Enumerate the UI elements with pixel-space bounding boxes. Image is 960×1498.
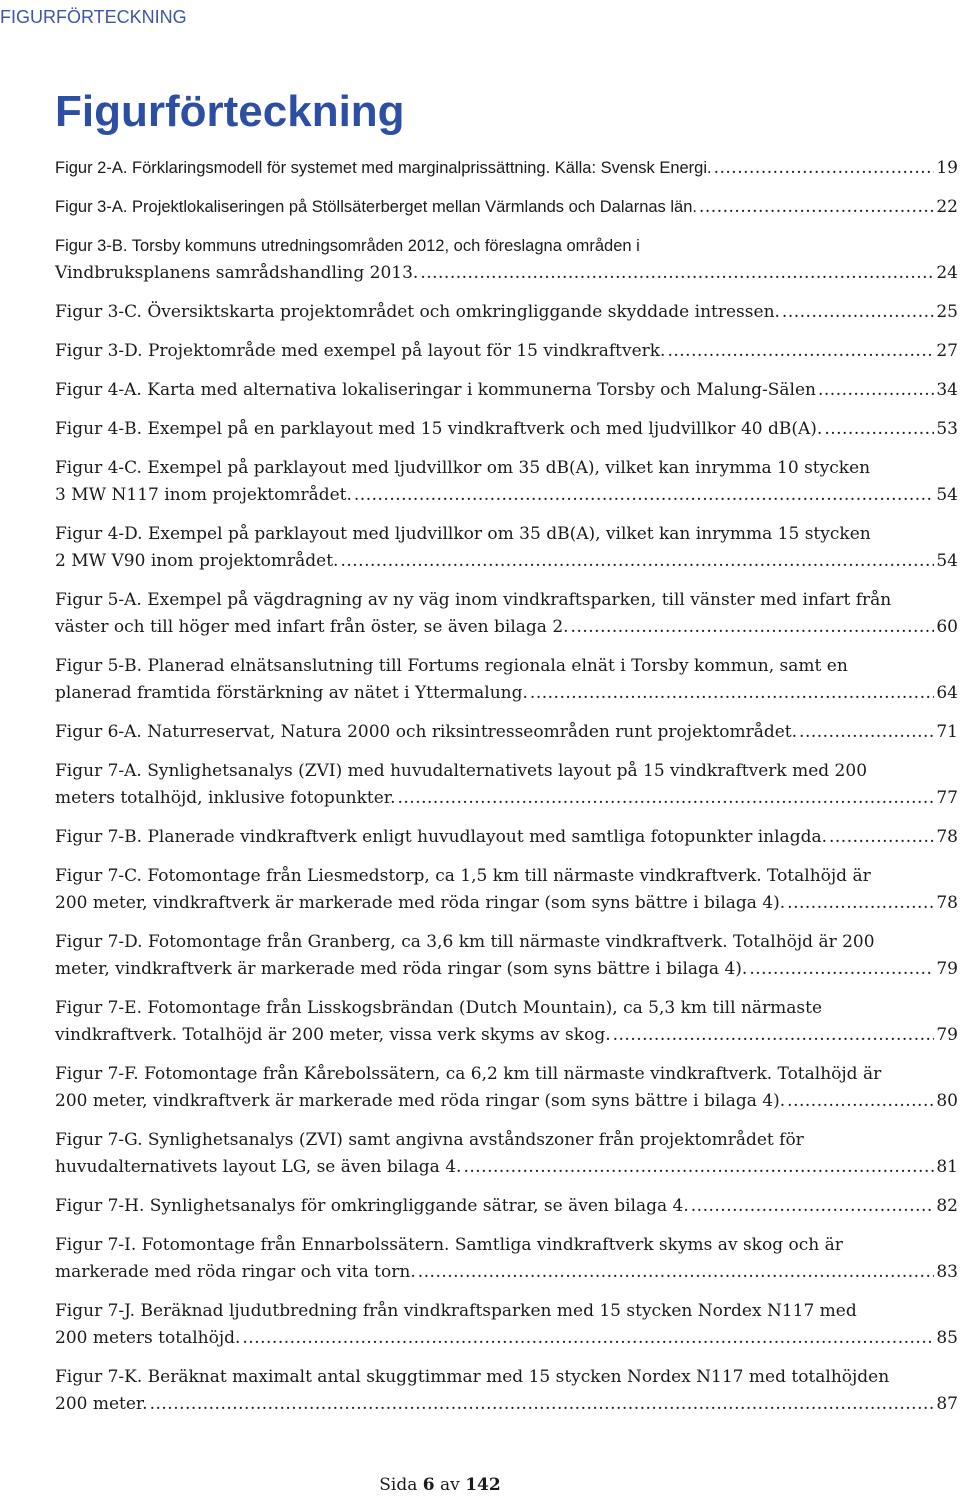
toc-entry[interactable]	[55, 653, 958, 707]
toc-entry-text: 200 meters totalhöjd.	[55, 1328, 241, 1348]
toc-page-number: 22	[936, 197, 958, 217]
toc-page-number: 78	[936, 827, 958, 847]
toc-page-number: 78	[936, 893, 958, 913]
dot-leader	[829, 824, 934, 851]
toc-entry-line	[55, 521, 958, 548]
toc-page-number: 27	[936, 341, 958, 361]
toc-page-number: 64	[936, 683, 958, 703]
toc-entry[interactable]	[55, 194, 958, 221]
toc-entry-line	[55, 416, 958, 443]
toc-entry-text: Figur 4-A. Karta med alternativa lokaliseringar i kommunerna Torsby och Malung-Sälen	[55, 380, 816, 400]
toc-entry-text: 3 MW N117 inom projektområdet.	[55, 485, 352, 505]
toc-entry-line	[55, 719, 958, 746]
toc-entry-line	[55, 548, 958, 575]
toc-entry-line	[55, 614, 958, 641]
toc-page-number: 82	[936, 1196, 958, 1216]
dot-leader	[420, 260, 934, 287]
page-title: Figurförteckning	[55, 87, 405, 136]
toc-entry-text: Figur 7-J. Beräknad ljudutbredning från vindkraftsparken med 15 stycken Nordex N117 med	[55, 1301, 857, 1321]
footer-current-page: 6	[422, 1475, 435, 1495]
toc-entry-line	[55, 155, 958, 182]
dot-leader	[613, 1022, 935, 1049]
toc-entry-text: Figur 7-C. Fotomontage från Liesmedstorp, ca 1,5 km till närmaste vindkraftverk. Totalhöjd är	[55, 866, 871, 886]
toc-entry-line	[55, 194, 958, 221]
toc-entry-text: huvudalternativets layout LG, se även bilaga 4.	[55, 1157, 462, 1177]
toc-entry-line	[55, 1232, 958, 1259]
toc-entry-text: Figur 5-A. Exempel på vägdragning av ny väg inom vindkraftsparken, till vänster med infart från	[55, 590, 892, 610]
toc-entry-text: Figur 7-G. Synlighetsanalys (ZVI) samt angivna avståndszoner från projektområdet för	[55, 1130, 804, 1150]
toc-entry-line	[55, 1061, 958, 1088]
toc-entry-text: 2 MW V90 inom projektområdet.	[55, 551, 339, 571]
dot-leader	[530, 680, 934, 707]
toc-entry-line	[55, 1298, 958, 1325]
toc-entry[interactable]	[55, 338, 958, 365]
toc-entry-text: Figur 7-I. Fotomontage från Ennarbolssätern. Samtliga vindkraftverk skyms av skog och är	[55, 1235, 843, 1255]
toc-entry[interactable]	[55, 155, 958, 182]
toc-entry-text: meter, vindkraftverk är markerade med röda ringar (som syns bättre i bilaga 4).	[55, 959, 748, 979]
dot-leader	[691, 1193, 935, 1220]
dot-leader	[418, 1259, 935, 1286]
toc-entry[interactable]	[55, 758, 958, 812]
toc-page-number: 60	[936, 617, 958, 637]
footer-total-pages: 142	[465, 1475, 501, 1495]
toc-entry-text: Figur 3-C. Översiktskarta projektområdet och omkringliggande skyddade intressen.	[55, 302, 780, 322]
toc-entry-line	[55, 299, 958, 326]
toc-entry-text: Figur 7-E. Fotomontage från Lisskogsbrändan (Dutch Mountain), ca 5,3 km till närmaste	[55, 998, 823, 1018]
page-footer	[0, 1475, 880, 1495]
toc-entry-text: Figur 7-D. Fotomontage från Granberg, ca 3,6 km till närmaste vindkraftverk. Totalhöjd är 200	[55, 932, 875, 952]
toc-entry-line	[55, 260, 958, 287]
toc-entry-line	[55, 1127, 958, 1154]
toc-entry-line	[55, 587, 958, 614]
toc-entry[interactable]	[55, 377, 958, 404]
running-header: FIGURFÖRTECKNING	[0, 7, 187, 27]
toc-entry[interactable]	[55, 455, 958, 509]
dot-leader	[354, 482, 934, 509]
toc-entry-text: Figur 7-H. Synlighetsanalys för omkringliggande sätrar, se även bilaga 4.	[55, 1196, 689, 1216]
toc-page-number: 71	[936, 722, 958, 742]
dot-leader	[818, 377, 934, 404]
toc-entry-text: meters totalhöjd, inklusive fotopunkter.	[55, 788, 396, 808]
dot-leader	[463, 1154, 934, 1181]
dot-leader	[242, 1325, 934, 1352]
toc-entry-line	[55, 680, 958, 707]
dot-leader	[714, 155, 935, 182]
footer-separator: av	[440, 1475, 460, 1495]
toc-entry-line	[55, 956, 958, 983]
toc-entry-text: Vindbruksplanens samrådshandling 2013.	[55, 263, 419, 283]
toc-entry-text: Figur 4-D. Exempel på parklayout med ljudvillkor om 35 dB(A), vilket kan inrymma 15 stycken	[55, 524, 871, 544]
toc-entry-line	[55, 338, 958, 365]
toc-entry-text: Figur 6-A. Naturreservat, Natura 2000 och riksintresseområden runt projektområdet.	[55, 722, 798, 742]
toc-entry-line	[55, 758, 958, 785]
toc-entry-text: planerad framtida förstärkning av nätet i Yttermalung.	[55, 683, 528, 703]
dot-leader	[799, 719, 934, 746]
toc-entry-line	[55, 1325, 958, 1352]
toc-entry-line	[55, 995, 958, 1022]
toc-entry-text: Figur 7-F. Fotomontage från Kårebolssätern, ca 6,2 km till närmaste vindkraftverk. Totalhöjd är	[55, 1064, 882, 1084]
toc-entry[interactable]	[55, 719, 958, 746]
toc-entry-text: Figur 2-A. Förklaringsmodell för systemet med marginalprissättning. Källa: Svensk Energi.	[55, 159, 712, 177]
figure-list	[55, 155, 958, 1430]
toc-page-number: 80	[936, 1091, 958, 1111]
toc-entry[interactable]	[55, 1298, 958, 1352]
toc-entry-text: Figur 7-K. Beräknat maximalt antal skuggtimmar med 15 stycken Nordex N117 med totalhöjden	[55, 1367, 890, 1387]
toc-entry-line	[55, 890, 958, 917]
toc-entry-line	[55, 482, 958, 509]
dot-leader	[397, 785, 934, 812]
toc-entry-line	[55, 1193, 958, 1220]
dot-leader	[571, 614, 935, 641]
toc-entry-line	[55, 785, 958, 812]
toc-entry[interactable]	[55, 824, 958, 851]
toc-page-number: 81	[936, 1157, 958, 1177]
toc-entry-line	[55, 455, 958, 482]
toc-entry-line	[55, 929, 958, 956]
dot-leader	[787, 1088, 934, 1115]
dot-leader	[340, 548, 934, 575]
dot-leader	[667, 338, 934, 365]
dot-leader	[749, 956, 934, 983]
toc-entry[interactable]	[55, 233, 958, 287]
toc-entry-line	[55, 377, 958, 404]
toc-page-number: 85	[936, 1328, 958, 1348]
toc-entry[interactable]	[55, 416, 958, 443]
toc-entry-text: Figur 4-C. Exempel på parklayout med ljudvillkor om 35 dB(A), vilket kan inrymma 10 stycken	[55, 458, 871, 478]
toc-entry-text: markerade med röda ringar och vita torn.	[55, 1262, 416, 1282]
toc-entry-text: Figur 7-B. Planerade vindkraftverk enligt huvudlayout med samtliga fotopunkter inlagda.	[55, 827, 827, 847]
dot-leader	[699, 194, 934, 221]
toc-entry-text: Figur 3-B. Torsby kommuns utredningsområden 2012, och föreslagna områden i	[55, 237, 640, 255]
toc-entry-line	[55, 233, 958, 260]
toc-entry[interactable]	[55, 929, 958, 983]
toc-page-number: 25	[936, 302, 958, 322]
toc-entry-text: Figur 3-A. Projektlokaliseringen på Stöllsäterberget mellan Värmlands och Dalarnas län.	[55, 198, 697, 216]
dot-leader	[782, 299, 934, 326]
toc-entry-line	[55, 1088, 958, 1115]
toc-entry-text: väster och till höger med infart från öster, se även bilaga 2.	[55, 617, 569, 637]
toc-entry-line	[55, 1391, 958, 1418]
toc-entry-text: 200 meter, vindkraftverk är markerade med röda ringar (som syns bättre i bilaga 4).	[55, 893, 786, 913]
toc-page-number: 79	[936, 1025, 958, 1045]
toc-entry-line	[55, 863, 958, 890]
dot-leader	[824, 416, 934, 443]
toc-page-number: 24	[936, 263, 958, 283]
toc-entry[interactable]	[55, 1364, 958, 1418]
dot-leader	[150, 1391, 935, 1418]
toc-page-number: 83	[936, 1262, 958, 1282]
toc-entry-line	[55, 1154, 958, 1181]
footer-prefix: Sida	[379, 1475, 418, 1495]
toc-entry-text: 200 meter.	[55, 1394, 148, 1414]
toc-page-number: 79	[936, 959, 958, 979]
toc-page-number: 77	[936, 788, 958, 808]
toc-entry-text: Figur 5-B. Planerad elnätsanslutning till Fortums regionala elnät i Torsby kommun, samt en	[55, 656, 848, 676]
toc-entry[interactable]	[55, 1061, 958, 1115]
toc-entry[interactable]	[55, 995, 958, 1049]
toc-entry-text: Figur 4-B. Exempel på en parklayout med 15 vindkraftverk och med ljudvillkor 40 dB(A).	[55, 419, 823, 439]
toc-entry-line	[55, 653, 958, 680]
toc-entry[interactable]	[55, 863, 958, 917]
toc-entry-text: Figur 7-A. Synlighetsanalys (ZVI) med huvudalternativets layout på 15 vindkraftverk med 200	[55, 761, 868, 781]
toc-entry[interactable]	[55, 1193, 958, 1220]
toc-entry[interactable]	[55, 1232, 958, 1286]
toc-entry-line	[55, 1364, 958, 1391]
toc-entry-text: Figur 3-D. Projektområde med exempel på layout för 15 vindkraftverk.	[55, 341, 666, 361]
toc-entry-line	[55, 824, 958, 851]
toc-entry[interactable]	[55, 299, 958, 326]
toc-page-number: 53	[936, 419, 958, 439]
dot-leader	[787, 890, 934, 917]
toc-page-number: 87	[936, 1394, 958, 1414]
toc-entry-line	[55, 1022, 958, 1049]
toc-entry-line	[55, 1259, 958, 1286]
toc-page-number: 19	[936, 158, 958, 178]
toc-entry[interactable]	[55, 521, 958, 575]
toc-entry[interactable]	[55, 1127, 958, 1181]
toc-page-number: 54	[936, 485, 958, 505]
toc-page-number: 54	[936, 551, 958, 571]
toc-page-number: 34	[936, 380, 958, 400]
toc-entry-text: vindkraftverk. Totalhöjd är 200 meter, vissa verk skyms av skog.	[55, 1025, 611, 1045]
toc-entry-text: 200 meter, vindkraftverk är markerade med röda ringar (som syns bättre i bilaga 4).	[55, 1091, 786, 1111]
toc-entry[interactable]	[55, 587, 958, 641]
